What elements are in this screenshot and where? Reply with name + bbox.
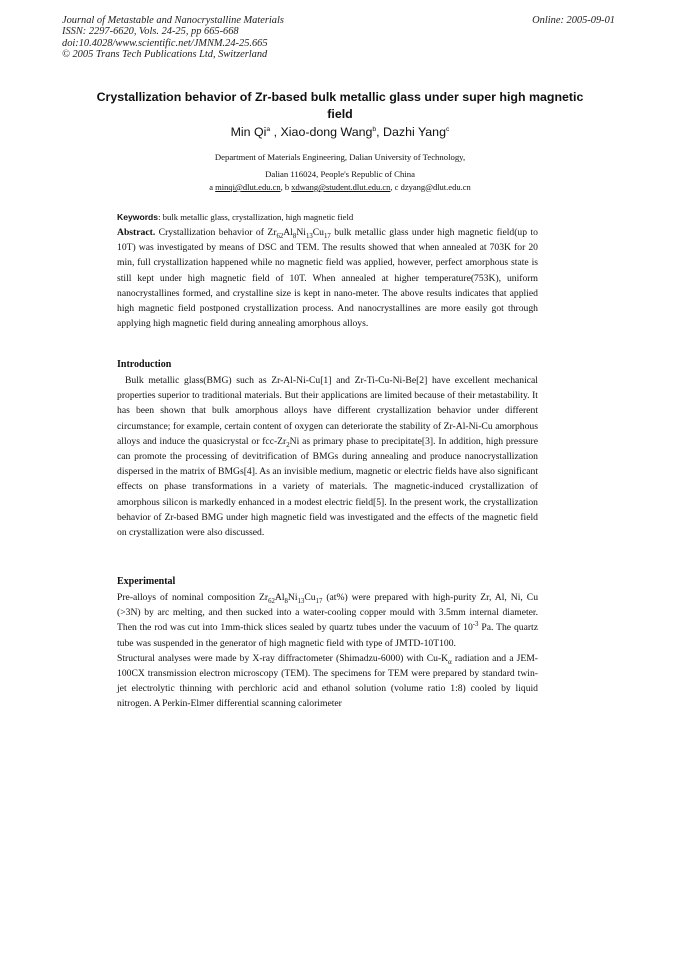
exp-text: Al	[274, 592, 285, 603]
author-separator: ,	[376, 125, 384, 139]
introduction-paragraph	[117, 373, 538, 540]
introduction-body	[117, 373, 538, 540]
exp-text: Cu	[304, 592, 316, 603]
subscript: 8	[284, 597, 288, 605]
exp-text: Pa. The quartz tube was suspended in the generator of high magnetic field with type of JMTD-10T100.	[117, 622, 538, 649]
author-emails	[90, 182, 590, 192]
subscript: 13	[305, 232, 313, 240]
email-prefix: , b	[280, 182, 292, 192]
abstract-text: Crystallization behavior of Zr	[155, 227, 277, 238]
journal-name: Journal of Metastable and Nanocrystalline Materials	[62, 15, 284, 26]
experimental-paragraph	[117, 590, 538, 651]
introduction-heading: Introduction	[117, 359, 172, 370]
author-separator: ,	[270, 125, 281, 139]
email-link-a[interactable]: minqi@dlut.edu.cn	[215, 182, 281, 192]
subscript: 62	[276, 232, 284, 240]
subscript: 2	[286, 441, 290, 449]
superscript: -3	[472, 621, 479, 629]
intro-text: Bulk metallic glass(BMG) such as Zr-Al-Ni-Cu[1] and Zr-Ti-Cu-Ni-Be[2] have excellent mechanical properties superior to traditional materials. But their applications are limited because of their metastability. It has been shown that bulk amorphous alloys have different crystallization behavior under different circumstance; for example, certain content of oxygen can deteriorate the stability of Zr-Al-Ni-Cu amorphous alloys and induce the quasicrystal or fcc-Zr	[117, 375, 538, 447]
subscript: 17	[315, 597, 323, 605]
author-name: Dazhi Yang	[383, 125, 446, 139]
affiliation	[90, 149, 590, 183]
email-c: , c dzyang@dlut.edu.cn	[390, 182, 471, 192]
doi-line: doi:10.4028/www.scientific.net/JMNM.24-25.665	[62, 37, 268, 49]
author-name: Xiao-dong Wang	[280, 125, 373, 139]
exp-text: (at%) were prepared with high-purity Zr, Al, Ni, Cu (>3N) by arc melting, and then sucked into a water-cooling copper mould with 3.5mm internal diameter. Then the rod was cut into 1mm-thick slices sealed by quartz tubes under the vacuum of 10	[117, 592, 539, 634]
subscript: 8	[292, 232, 297, 240]
author-affil-mark: b	[372, 125, 377, 133]
online-date: Online: 2005-09-01	[532, 15, 615, 26]
experimental-paragraph	[117, 651, 538, 712]
exp-text: Structural analyses were made by X-ray diffractometer (Shimadzu-6000) with Cu-K	[117, 652, 449, 664]
intro-text: Ni as primary phase to precipitate[3]. In addition, high pressure can promote the processing of devitrification of BMGs during annealing and produce nanocrystallization dispersed in the matrix of BMGs[4]. As an invisible medium, magnetic or electric fields have also significant effects on phase transformations in a variety of materials. The magnetic-induced crystallization of amorphous silicon is markedly enhanced in a modest electric field[5]. In the present work, the crystallization behavior of Zr-based BMG under high magnetic field was investigated and the effects of the magnetic field on crystallization were also discussed.	[117, 435, 538, 539]
subscript: 17	[323, 232, 331, 240]
journal-header	[62, 15, 284, 61]
keywords-value: : bulk metallic glass, crystallization, high magnetic field	[158, 212, 354, 222]
experimental-heading: Experimental	[117, 576, 176, 587]
subscript: 62	[268, 597, 275, 605]
subscript: α	[448, 658, 452, 666]
affiliation-line: Department of Materials Engineering, Dalian University of Technology,	[214, 152, 466, 162]
author-list	[90, 125, 590, 139]
keywords	[117, 211, 538, 224]
email-link-b[interactable]: xdwang@student.dlut.edu.cn	[291, 182, 391, 192]
author-affil-mark: a	[266, 125, 271, 133]
paper-title: Crystallization behavior of Zr-based bulk metallic glass under super high magnetic field	[96, 90, 584, 121]
experimental-body	[117, 590, 538, 712]
issn-line: ISSN: 2297-6620, Vols. 24-25, pp 665-668	[62, 26, 239, 38]
keywords-label: Keywords	[117, 212, 159, 222]
author-name: Min Qi	[230, 125, 267, 139]
exp-text: Ni	[287, 592, 298, 603]
abstract-text: Ni	[296, 227, 306, 238]
abstract-label: Abstract.	[117, 227, 156, 238]
affiliation-line: Dalian 116024, People's Republic of China	[265, 169, 415, 179]
subscript: 13	[297, 597, 305, 605]
copyright-line: © 2005 Trans Tech Publications Ltd, Switzerland	[62, 49, 268, 61]
email-prefix: a	[209, 182, 216, 192]
abstract-text: Al	[283, 227, 293, 238]
exp-text: Pre-alloys of nominal composition Zr	[117, 592, 269, 603]
abstract	[117, 225, 538, 331]
author-affil-mark: c	[445, 125, 450, 133]
abstract-text: Cu	[312, 227, 324, 238]
abstract-text: bulk metallic glass under high magnetic field(up to 10T) was investigated by means of DSC and TEM. The results showed that when annealed at 703K for 20 min, full crystallization happened while no magnetic field was applied, however, perfect amorphous state is still kept under high magnetic field of 10T. When annealed at higher temperature(753K), uniform nanocrystallines formed, and crystalline size is kept in nano-meter. The above results indicates that applied high magnetic field postponed crystallization process. And nanocrystallines are more easily got through applying high magnetic field during annealing amorphous alloys.	[117, 227, 538, 330]
exp-text: radiation and a JEM-100CX transmission electron microscopy (TEM). The specimens for TEM were prepared by standard twin-jet electrolytic thinning with perchloric acid and ethanol solution (volume ratio 1:8) cooled by liquid nitrogen. A Perkin-Elmer differential scanning calorimeter	[117, 652, 538, 710]
